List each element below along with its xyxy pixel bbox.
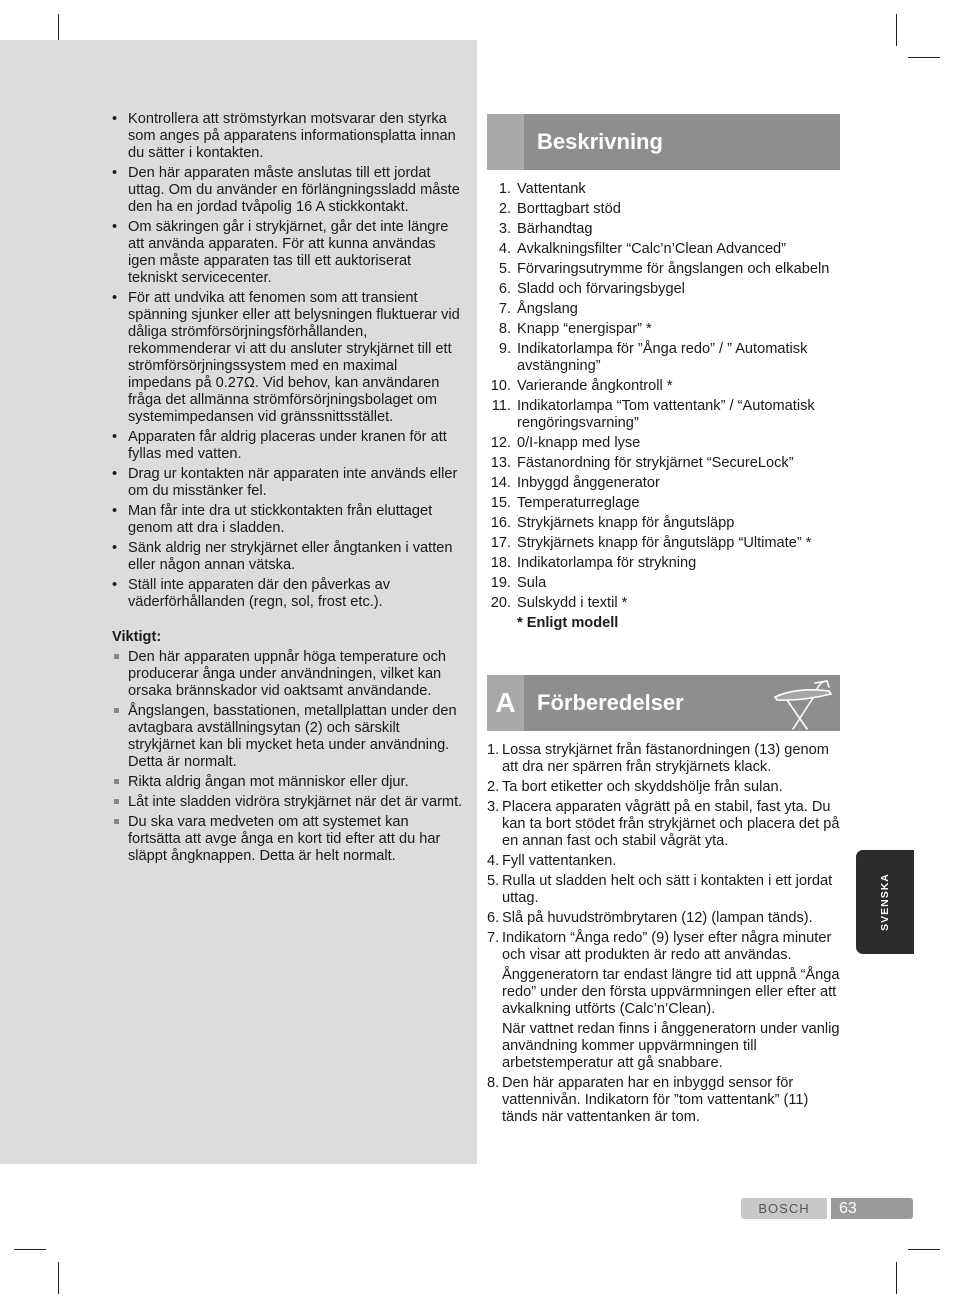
part-number: 12. bbox=[490, 435, 511, 451]
safety-item: • Drag ur kontakten när apparaten inte används eller om du misstänker fel. bbox=[112, 466, 464, 500]
part-label: Sladd och förvaringsbygel bbox=[517, 281, 685, 297]
step-text: Placera apparaten vågrätt på en stabil, fast yta. Du kan ta bort stödet från strykjärnet och placera det på en annan fast och stabil vågrät yta. bbox=[502, 799, 840, 849]
step-note: När vattnet redan finns i ånggeneratorn under vanlig användning kommer uppvärmningen till arbetstemperatur att gå snabbare. bbox=[502, 1021, 840, 1071]
step-body bbox=[502, 799, 840, 850]
part-label: 0/I-knapp med lyse bbox=[517, 435, 641, 451]
step-text: Indikatorn “Ånga redo” (9) lyser efter några minuter och visar att produkten är redo att användas. bbox=[502, 930, 832, 963]
step-number: 1. bbox=[487, 742, 500, 758]
part-label: Fästanordning för strykjärnet “SecureLock” bbox=[517, 455, 794, 471]
step-body bbox=[502, 910, 840, 927]
step-text: Lossa strykjärnet från fästanordningen (13) genom att dra ner spärren från strykjärnets klack. bbox=[502, 742, 829, 775]
part-label: Sulskydd i textil * bbox=[517, 595, 628, 611]
safety-item: • Sänk aldrig ner strykjärnet eller ångtanken i vatten eller någon annan vätska. bbox=[112, 540, 464, 574]
section-header-beskrivning bbox=[487, 114, 840, 170]
part-number: 14. bbox=[490, 475, 511, 491]
step-text: Ta bort etiketter och skyddshölje från sulan. bbox=[502, 779, 783, 795]
crop-mark bbox=[58, 1262, 59, 1294]
step-body bbox=[502, 853, 840, 870]
part-label: Indikatorlampa för ”Ånga redo” / ” Automatisk avstängning” bbox=[517, 341, 808, 374]
crop-mark bbox=[14, 1249, 46, 1250]
part-item bbox=[487, 221, 840, 238]
page-number: 63 bbox=[831, 1198, 913, 1219]
part-item bbox=[487, 595, 840, 612]
part-item bbox=[487, 515, 840, 532]
part-number: 4. bbox=[498, 241, 511, 257]
important-heading: Viktigt: bbox=[112, 629, 162, 645]
step-number: 2. bbox=[487, 779, 500, 795]
part-label: Förvaringsutrymme för ångslangen och elkabeln bbox=[517, 261, 830, 277]
part-number: 6. bbox=[498, 281, 511, 297]
part-item bbox=[487, 435, 840, 452]
preparation-step bbox=[487, 873, 840, 907]
safety-item: • Man får inte dra ut stickkontakten från eluttaget genom att dra i sladden. bbox=[112, 503, 464, 537]
part-label: Strykjärnets knapp för ångutsläpp bbox=[517, 515, 735, 531]
step-number: 4. bbox=[487, 853, 500, 869]
model-note: * Enligt modell bbox=[517, 615, 619, 631]
part-label: Sula bbox=[517, 575, 547, 591]
step-number: 5. bbox=[487, 873, 500, 889]
preparation-step bbox=[487, 930, 840, 1072]
preparation-step bbox=[487, 742, 840, 776]
part-item bbox=[487, 575, 840, 592]
crop-mark bbox=[896, 1262, 897, 1294]
safety-item: • Apparaten får aldrig placeras under kranen för att fyllas med vatten. bbox=[112, 429, 464, 463]
step-body bbox=[502, 873, 840, 907]
description-section bbox=[487, 114, 840, 632]
step-text: Rulla ut sladden helt och sätt i kontakten i ett jordat uttag. bbox=[502, 873, 833, 906]
part-item bbox=[487, 398, 840, 432]
important-item: Du ska vara medveten om att systemet kan fortsätta att avge ånga en kort tid efter att du har släppt ångknappen. Detta är helt normalt. bbox=[112, 814, 464, 865]
step-note: Ånggeneratorn tar endast längre tid att uppnå “Ånga redo” under den första uppvärmningen eller efter att avkalkning utförts (Calc’n’Clean). bbox=[502, 967, 840, 1017]
safety-item: • Kontrollera att strömstyrkan motsvarar den styrka som anges på apparatens informationsplatta innan du sätter i kontakten. bbox=[112, 111, 464, 162]
step-number: 7. bbox=[487, 930, 500, 946]
section-header-forberedelser bbox=[487, 675, 840, 731]
section-title: Förberedelser bbox=[537, 690, 684, 715]
part-number: 19. bbox=[490, 575, 511, 591]
crop-mark bbox=[908, 57, 940, 58]
part-item bbox=[487, 378, 840, 395]
language-tab bbox=[856, 850, 914, 954]
language-label: SVENSKA bbox=[879, 873, 891, 931]
footer-brand: BOSCH bbox=[741, 1198, 827, 1219]
part-item bbox=[487, 341, 840, 375]
important-item: Den här apparaten uppnår höga temperature och producerar ånga under användningen, vilket kan orsaka brännskador vid oaktsamt användande. bbox=[112, 649, 464, 700]
step-body bbox=[502, 930, 840, 1072]
part-number: 11. bbox=[491, 398, 511, 414]
preparation-section bbox=[487, 675, 840, 1129]
part-label: Bärhandtag bbox=[517, 221, 593, 237]
preparation-step bbox=[487, 779, 840, 796]
crop-mark bbox=[908, 1249, 940, 1250]
preparation-step bbox=[487, 1075, 840, 1126]
important-list bbox=[112, 649, 464, 865]
part-item bbox=[487, 555, 840, 572]
part-item bbox=[487, 495, 840, 512]
preparation-steps bbox=[487, 742, 840, 1126]
part-item bbox=[487, 475, 840, 492]
part-item bbox=[487, 455, 840, 472]
step-text: Slå på huvudströmbrytaren (12) (lampan tänds). bbox=[502, 910, 813, 926]
safety-column bbox=[112, 111, 464, 868]
part-item bbox=[487, 241, 840, 258]
part-label: Avkalkningsfilter “Calc’n’Clean Advanced” bbox=[517, 241, 787, 257]
important-item: Rikta aldrig ångan mot människor eller djur. bbox=[112, 774, 464, 791]
part-number: 7. bbox=[498, 301, 511, 317]
part-number: 5. bbox=[498, 261, 511, 277]
part-label: Strykjärnets knapp för ångutsläpp “Ultimate” * bbox=[517, 535, 812, 551]
part-number: 17. bbox=[490, 535, 511, 551]
part-item bbox=[487, 261, 840, 278]
part-number: 18. bbox=[490, 555, 511, 571]
part-number: 3. bbox=[498, 221, 511, 237]
safety-item: • Ställ inte apparaten där den påverkas av väderförhållanden (regn, sol, frost etc.). bbox=[112, 577, 464, 611]
step-number: 3. bbox=[487, 799, 500, 815]
important-item: Låt inte sladden vidröra strykjärnet när det är varmt. bbox=[112, 794, 464, 811]
preparation-step bbox=[487, 853, 840, 870]
part-item bbox=[487, 301, 840, 318]
crop-mark bbox=[896, 14, 897, 46]
safety-item: • För att undvika att fenomen som att transient spänning sjunker eller att belysningen fluktuerar vid dåliga strömförsörjningsförhållanden, rekommenderar vi att du ansluter strykjärnet till ett strömförsörjningssystem med en maximal impedans på 0.27Ω. Vid behov, kan användaren fråga det allmänna strömförsörjningsbolaget om systemimpedansen vid gränssnittsstället. bbox=[112, 290, 464, 426]
part-number: 10. bbox=[490, 378, 511, 394]
part-label: Vattentank bbox=[517, 181, 586, 197]
ironing-board-icon bbox=[767, 677, 837, 731]
step-text: Fyll vattentanken. bbox=[502, 853, 617, 869]
part-item bbox=[487, 181, 840, 198]
part-label: Indikatorlampa “Tom vattentank” / “Automatisk rengöringsvarning” bbox=[517, 398, 815, 431]
step-number: 8. bbox=[487, 1075, 500, 1091]
part-label: Indikatorlampa för strykning bbox=[517, 555, 697, 571]
step-body bbox=[502, 779, 840, 796]
part-number: 1. bbox=[498, 181, 511, 197]
part-item bbox=[487, 321, 840, 338]
part-label: Borttagbart stöd bbox=[517, 201, 621, 217]
safety-item: • Den här apparaten måste anslutas till ett jordat uttag. Om du använder en förlängningssladd måste den ha en jordad tvåpolig 16 A stickkontakt. bbox=[112, 165, 464, 216]
step-number: 6. bbox=[487, 910, 500, 926]
part-item bbox=[487, 201, 840, 218]
preparation-step bbox=[487, 910, 840, 927]
part-item bbox=[487, 535, 840, 552]
step-body bbox=[502, 1075, 840, 1126]
part-label: Temperaturreglage bbox=[517, 495, 640, 511]
step-body bbox=[502, 742, 840, 776]
part-label: Ångslang bbox=[517, 301, 578, 317]
safety-list bbox=[112, 111, 464, 611]
important-item: Ångslangen, basstationen, metallplattan under den avtagbara avställningsytan (2) och särskilt strykjärnet kan bli mycket heta under användning. Detta är normalt. bbox=[112, 703, 464, 771]
section-title: Beskrivning bbox=[537, 129, 663, 154]
part-number: 2. bbox=[498, 201, 511, 217]
section-tab bbox=[487, 114, 524, 170]
part-item bbox=[487, 281, 840, 298]
part-number: 13. bbox=[490, 455, 511, 471]
parts-list bbox=[487, 181, 840, 612]
part-number: 16. bbox=[490, 515, 511, 531]
safety-item: • Om säkringen går i strykjärnet, går det inte längre att använda apparaten. För att kunna användas igen måste apparaten tas till ett auktoriserat tekniskt servicecenter. bbox=[112, 219, 464, 287]
part-number: 20. bbox=[490, 595, 511, 611]
part-label: Varierande ångkontroll * bbox=[517, 378, 673, 394]
part-number: 8. bbox=[498, 321, 511, 337]
part-label: Knapp “energispar” * bbox=[517, 321, 652, 337]
part-number: 15. bbox=[490, 495, 511, 511]
part-label: Inbyggd ånggenerator bbox=[517, 475, 660, 491]
part-number: 9. bbox=[498, 341, 511, 357]
section-letter: A bbox=[487, 675, 524, 731]
preparation-step bbox=[487, 799, 840, 850]
step-text: Den här apparaten har en inbyggd sensor för vattennivån. Indikatorn för ”tom vattentank” (11) tänds när vattentanken är tom. bbox=[502, 1075, 809, 1125]
